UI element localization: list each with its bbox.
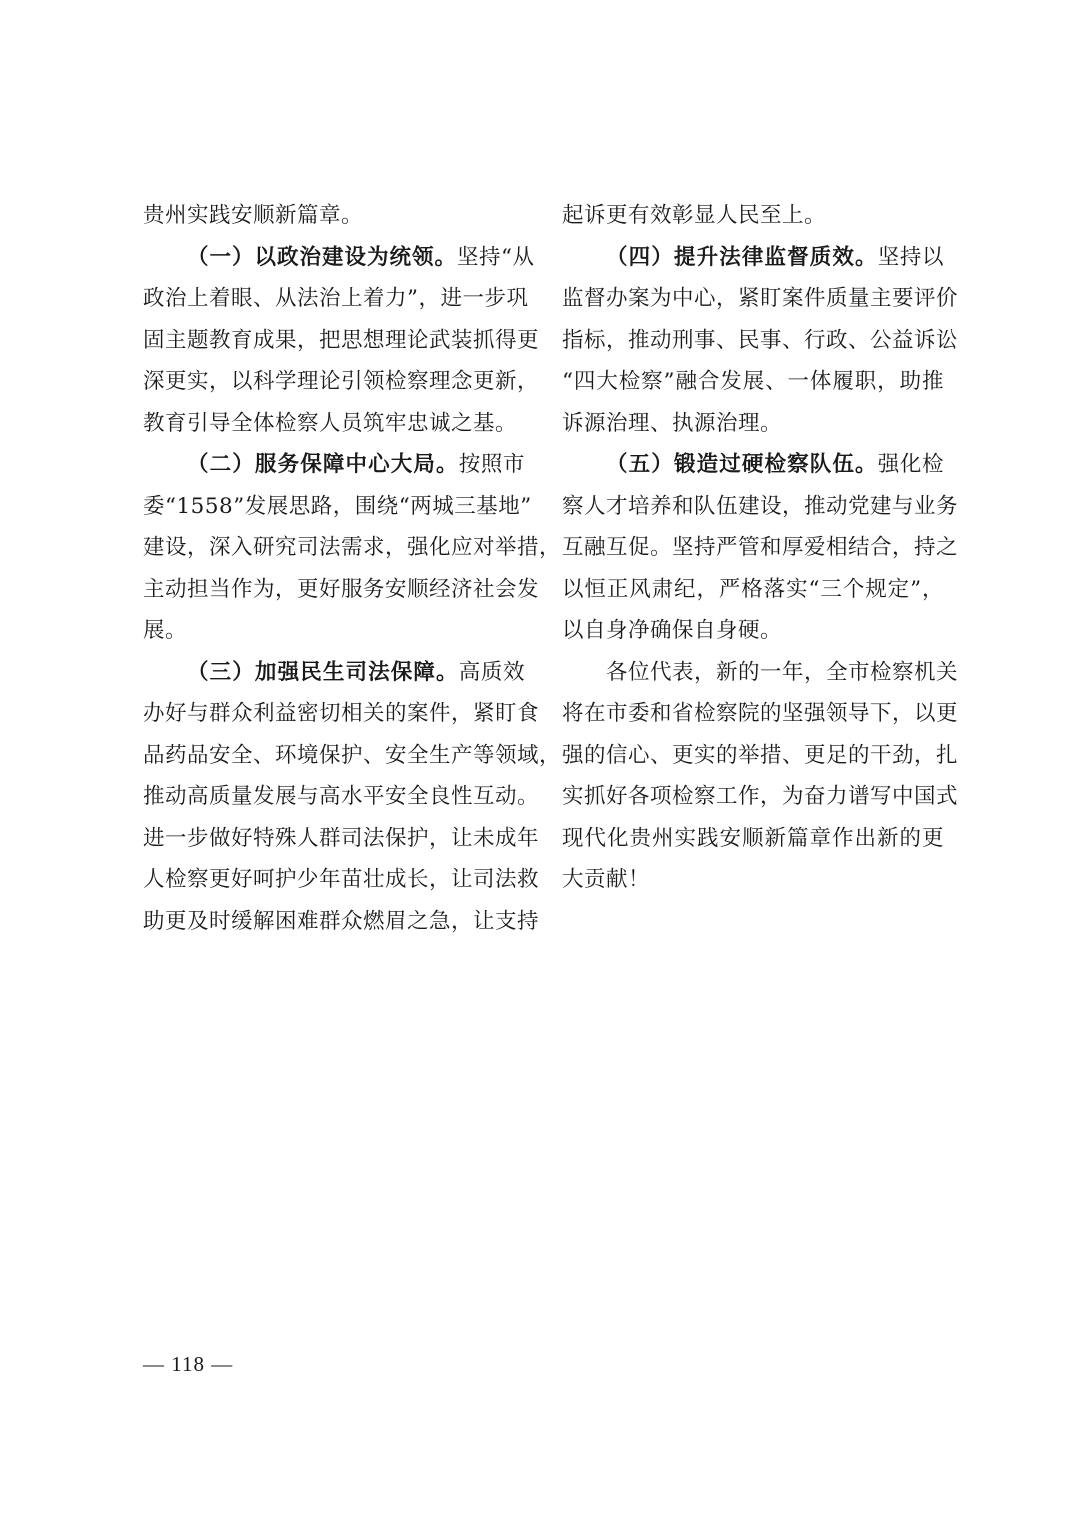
text-span: 坚持以 [877, 244, 944, 270]
text-span: 坚持“从 [457, 244, 535, 270]
text-line: 主动担当作为，更好服务安顺经济社会发 [143, 576, 540, 602]
paragraph-3-first-line [143, 652, 525, 694]
text-line: 深更实，以科学理论引领检察理念更新， [143, 369, 540, 394]
text-line: 品药品安全、环境保护、安全生产等领域， [143, 742, 562, 768]
section-heading-2: （二）服务保障中心大局。 [187, 452, 459, 477]
text-line: 以恒正风肃纪，严格落实“三个规定”， [562, 576, 944, 602]
text-line: 政治上着眼、从法治上着力”，进一步巩 [143, 286, 529, 311]
text-line: 建设，深入研究司法需求，强化应对举措， [143, 535, 562, 560]
text-line: 指标，推动刑事、民事、行政、公益诉讼 [562, 327, 959, 353]
text-line: 推动高质量发展与高水平安全良性互动。 [143, 784, 540, 809]
paragraph-6-first-line: 各位代表，新的一年，全市检察机关 [606, 659, 959, 685]
text-line: 现代化贵州实践安顺新篇章作出新的更 [562, 825, 944, 851]
text-span: 高质效 [458, 659, 525, 685]
text-line: 将在市委和省检察院的坚强领导下，以更 [562, 701, 959, 726]
text-line: 实抓好各项检察工作，为奋力谱写中国式 [562, 784, 959, 809]
left-column [143, 195, 562, 942]
text-line: 大贡献！ [562, 867, 651, 892]
text-line: 助更及时缓解困难群众燃眉之急，让支持 [143, 908, 540, 934]
text-line: 起诉更有效彰显人民至上。 [562, 203, 827, 228]
text-line: 互融互促。坚持严管和厚爱相结合，持之 [562, 535, 959, 560]
text-line: 固主题教育成果，把思想理论武装抓得更 [143, 327, 540, 353]
text-line: 以自身净确保自身硬。 [562, 618, 783, 643]
text-line: 教育引导全体检察人员筑牢忠诚之基。 [143, 410, 518, 436]
text-line: 展。 [143, 618, 188, 643]
text-line: 贵州实践安顺新篇章。 [143, 203, 364, 228]
paragraph-4-first-line [562, 237, 944, 279]
paragraph-5-first-line [562, 444, 944, 486]
text-span: 按照市 [458, 452, 525, 477]
text-line: 委“1558”发展思路，围绕“两城三基地” [143, 493, 532, 519]
section-heading-4: （四）提升法律监督质效。 [606, 244, 878, 270]
section-heading-5: （五）锻造过硬检察队伍。 [606, 452, 878, 477]
section-heading-1: （一）以政治建设为统领。 [187, 244, 458, 270]
text-line: 强的信心、更实的举措、更足的干劲，扎 [562, 742, 959, 768]
paragraph-1-first-line [143, 237, 535, 279]
right-column [562, 195, 959, 901]
text-line: 人检察更好呵护少年苗壮成长，让司法救 [143, 867, 540, 892]
page-number: — 118 — [143, 1352, 234, 1376]
text-line: 诉源治理、执源治理。 [562, 410, 783, 436]
paragraph-2-first-line [143, 444, 525, 486]
text-line: “四大检察”融合发展、一体履职，助推 [562, 369, 944, 394]
text-span: 强化检 [877, 452, 944, 477]
text-line: 察人才培养和队伍建设，推动党建与业务 [562, 493, 959, 519]
text-line: 监督办案为中心，紧盯案件质量主要评价 [562, 286, 959, 311]
section-heading-3: （三）加强民生司法保障。 [187, 659, 459, 685]
text-line: 办好与群众利益密切相关的案件，紧盯食 [143, 701, 540, 726]
text-line: 进一步做好特殊人群司法保护，让未成年 [143, 825, 540, 851]
